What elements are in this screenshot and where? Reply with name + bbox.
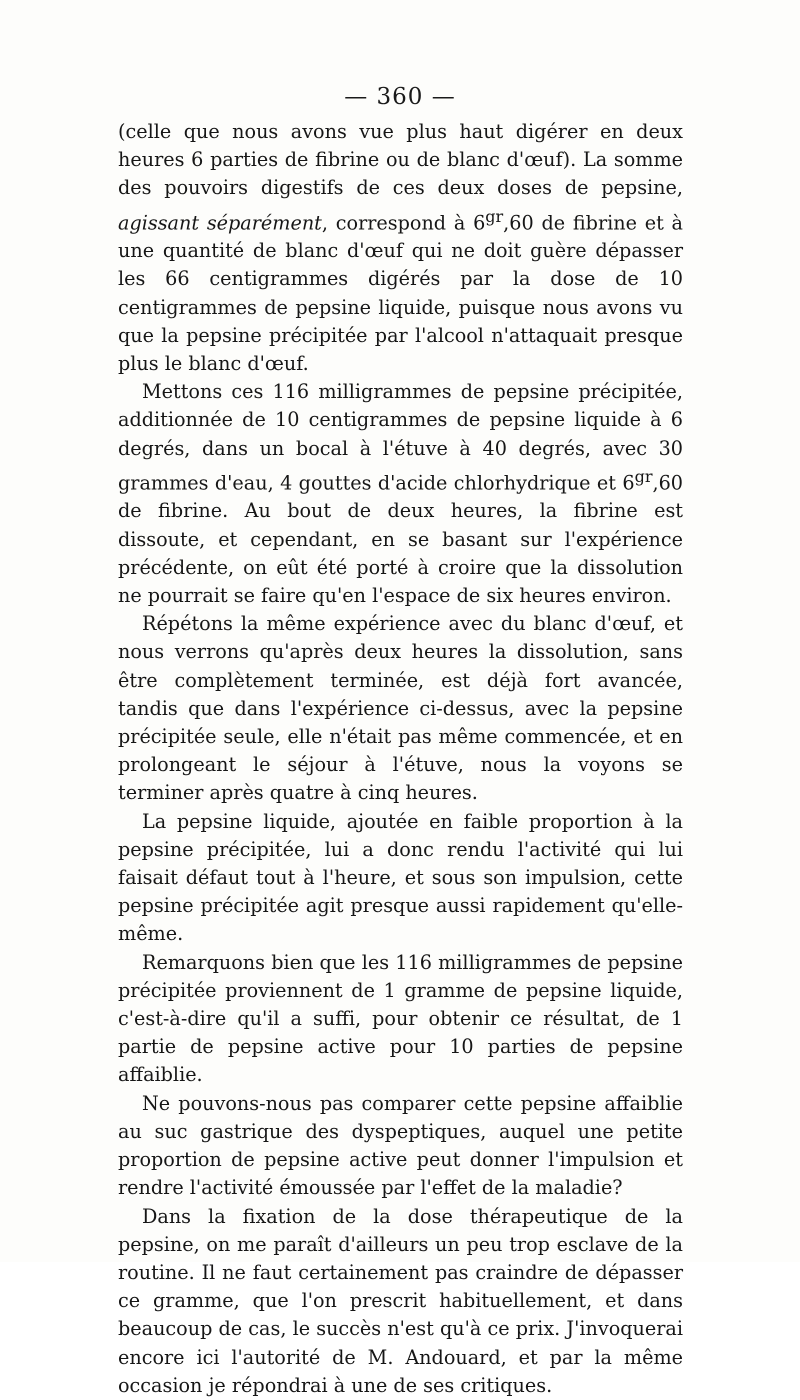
paragraph-1-text-b: , correspond à 6 xyxy=(321,211,486,234)
paragraph-6: Ne pouvons-nous pas comparer cette pepsine affaiblie au suc gastrique des dyspeptiques, auquel une petite proportion de pepsine active peut donner l'impulsion et rendre l'activité émoussée par l'effet de la maladie? xyxy=(118,1091,683,1200)
paragraph-3: Répétons la même expérience avec du blanc d'œuf, et nous verrons qu'après deux heures la dissolution, sans être complètement terminée, est déjà fort avancée, tandis que dans l'expérience ci-dessus, avec la pepsine précipitée seule, elle n'était pas même commencée, et en prolongeant le séjour à l'étuve, nous la voyons se terminer après quatre à cinq heures. xyxy=(118,612,683,805)
paragraph-2-text-a: Mettons ces 116 milligrammes de pepsine précipitée, additionnée de 10 centigrammes de pepsine liquide à 6 degrés, dans un bocal à l'étuve à 40 degrés, avec 30 grammes d'eau, 4 gouttes d'acide chlorhydrique et 6 xyxy=(118,380,683,495)
paragraph-1-gram-abbrev: gr xyxy=(485,206,504,226)
paragraph-1-text-c: ,60 de fibrine et à une quantité de blanc d'œuf qui ne doit guère dépasser les 66 centigrammes digérés par la dose de 10 centigrammes de pepsine liquide, puisque nous avons vu que la pepsine précipitée par l'alcool n'attaquait presque plus le blanc d'œuf. xyxy=(118,211,683,376)
paragraph-1-text-a: (celle que nous avons vue plus haut digérer en deux heures 6 parties de fibrine ou de blanc d'œuf). La somme des pouvoirs digestifs de ces deux doses de pepsine, xyxy=(118,120,683,200)
paragraph-2-text-b: ,60 de fibrine. Au bout de deux heures, la fibrine est dissoute, et cependant, en se basant sur l'expérience précédente, on eût été porté à croire que la dissolution ne pourrait se faire qu'en l'espace de six heures environ. xyxy=(118,471,683,608)
paragraph-1 xyxy=(118,118,683,378)
body-text xyxy=(118,118,683,1400)
paragraph-7: Dans la fixation de la dose thérapeutique de la pepsine, on me paraît d'ailleurs un peu trop esclave de la routine. Il ne faut certainement pas craindre de dépasser ce gramme, que l'on prescrit habituellement, et dans beaucoup de cas, le succès n'est qu'à ce prix. J'invoquerai encore ici l'autorité de M. Andouard, et par la même occasion je répondrai à une de ses critiques. xyxy=(118,1204,683,1397)
paragraph-2-gram-abbrev: gr xyxy=(634,466,653,486)
paragraph-2 xyxy=(118,378,683,610)
paragraph-4: La pepsine liquide, ajoutée en faible proportion à la pepsine précipitée, lui a donc rendu l'activité qui lui faisait défaut tout à l'heure, et sous son impulsion, cette pepsine précipitée agit presque aussi rapidement qu'elle-même. xyxy=(118,809,683,946)
page-number: — 360 — xyxy=(344,84,456,110)
paragraph-5: Remarquons bien que les 116 milligrammes de pepsine précipitée proviennent de 1 gramme de pepsine liquide, c'est-à-dire qu'il a suffi, pour obtenir ce résultat, de 1 partie de pepsine active pour 10 parties de pepsine affaiblie. xyxy=(118,950,683,1087)
paragraph-1-italic-phrase: agissant séparément xyxy=(118,211,322,234)
